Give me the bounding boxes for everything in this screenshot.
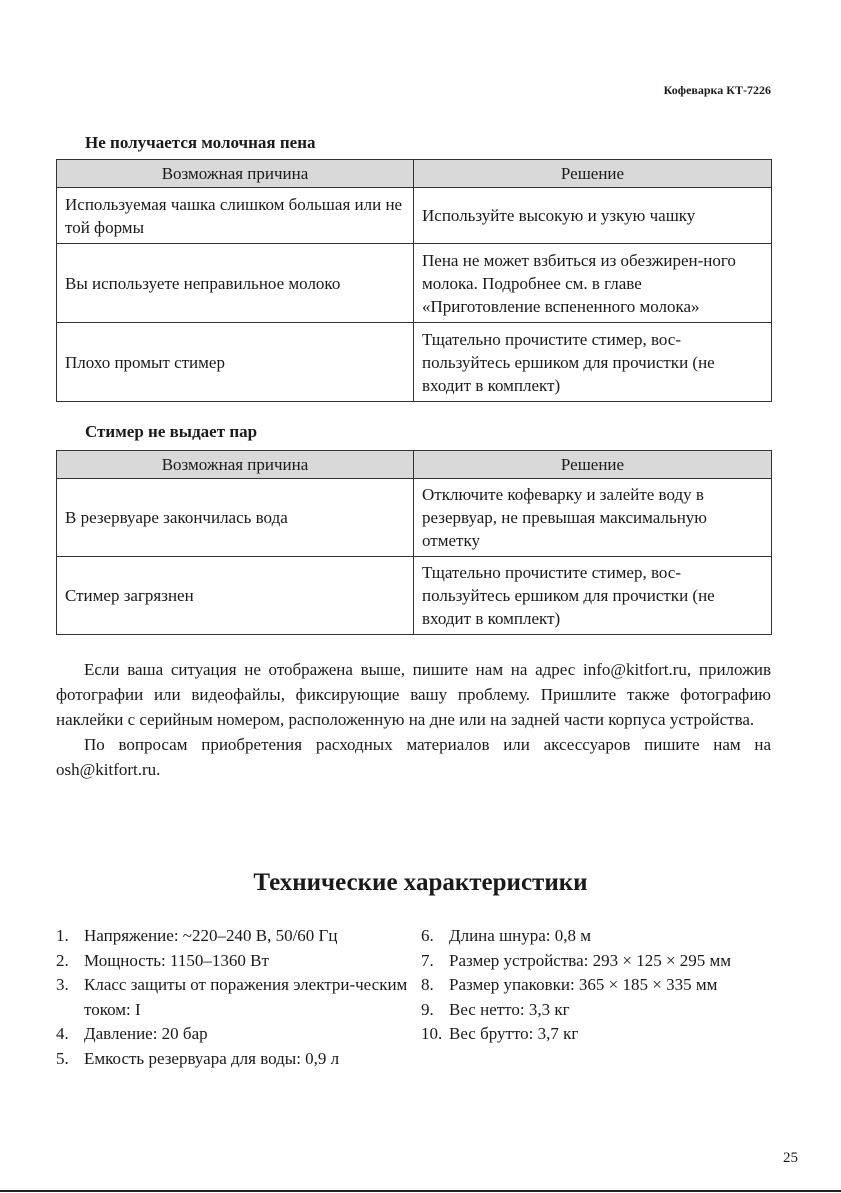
list-item xyxy=(421,973,776,998)
cause-cell: Плохо промыт стимер xyxy=(57,323,414,402)
list-item-text: Размер упаковки: 365 × 185 × 335 мм xyxy=(449,975,718,994)
list-item-text: Размер устройства: 293 × 125 × 295 мм xyxy=(449,950,732,970)
table-row xyxy=(57,479,772,557)
page-number: 25 xyxy=(783,1150,798,1166)
solution-cell: Используйте высокую и узкую чашку xyxy=(414,188,772,244)
list-item-text: Вес нетто: 3,3 кг xyxy=(449,999,570,1019)
list-item-number: 7. xyxy=(421,950,434,970)
list-item-text: Длина шнура: 0,8 м xyxy=(449,926,592,945)
list-item xyxy=(56,949,412,974)
list-item-number: 8. xyxy=(421,975,434,994)
list-item xyxy=(421,949,776,974)
specs-list-left xyxy=(56,924,412,1071)
section-title-milk-foam: Не получается молочная пена xyxy=(85,133,316,152)
contact-paragraph-support: Если ваша ситуация не отображена выше, пишите нам на адрес info@kitfort.ru, приложив фотографии или видеофайлы, фиксирующие вашу проблему. Пришлите также фотографию наклейки с серийным номером, расположенную на дне или на задней части корпуса устройства. xyxy=(56,660,771,729)
list-item xyxy=(421,1022,776,1047)
table-row xyxy=(57,323,772,402)
cause-cell: Вы используете неправильное молоко xyxy=(57,244,414,323)
list-item-number: 1. xyxy=(56,926,69,945)
troubleshooting-table-no-steam xyxy=(56,450,772,635)
list-item-text: Напряжение: ~220–240 В, 50/60 Гц xyxy=(84,926,338,945)
list-item xyxy=(421,998,776,1023)
solution-cell: Отключите кофеварку и залейте воду в резервуар, не превышая максимальную отметку xyxy=(414,479,772,557)
cause-cell: Используемая чашка слишком большая или не той формы xyxy=(57,188,414,244)
section-title-no-steam: Стимер не выдает пар xyxy=(85,422,258,441)
list-item-text: Класс защиты от поражения электри-ческим током: I xyxy=(84,975,408,1019)
bottom-divider xyxy=(0,1190,841,1192)
troubleshooting-table-milk-foam xyxy=(56,159,772,402)
cause-cell: Стимер загрязнен xyxy=(57,557,414,635)
table-header-row xyxy=(57,451,772,479)
cause-cell: В резервуаре закончилась вода xyxy=(57,479,414,557)
column-header-solution: Решение xyxy=(414,451,772,479)
list-item xyxy=(421,924,776,949)
list-item-number: 2. xyxy=(56,950,69,970)
list-item-number: 5. xyxy=(56,1048,69,1068)
column-header-cause: Возможная причина xyxy=(57,451,414,479)
column-header-cause: Возможная причина xyxy=(57,160,414,188)
solution-cell: Пена не может взбиться из обезжирен-ного молока. Подробнее см. в главе «Приготовление вспененного молока» xyxy=(414,244,772,323)
list-item-number: 6. xyxy=(421,926,434,945)
list-item-number: 10. xyxy=(421,1024,443,1043)
list-item-number: 9. xyxy=(421,999,434,1019)
column-header-solution: Решение xyxy=(414,160,772,188)
list-item-text: Давление: 20 бар xyxy=(84,1024,208,1043)
table-row xyxy=(57,188,772,244)
table-header-row xyxy=(57,160,772,188)
table-row xyxy=(57,244,772,323)
specs-list-right xyxy=(421,924,776,1047)
tech-specs-title: Технические характеристики xyxy=(253,869,588,896)
list-item xyxy=(56,1047,412,1072)
list-item-text: Мощность: 1150–1360 Вт xyxy=(84,950,269,970)
contact-paragraph-accessories: По вопросам приобретения расходных материалов или аксессуаров пишите нам на osh@kitfort.ru. xyxy=(56,735,771,779)
list-item-number: 3. xyxy=(56,975,69,994)
document-header-title: Кофеварка КТ-7226 xyxy=(663,83,771,97)
table-row xyxy=(57,557,772,635)
solution-cell: Тщательно прочистите стимер, вос-пользуйтесь ершиком для прочистки (не входит в комплект) xyxy=(414,557,772,635)
list-item-text: Вес брутто: 3,7 кг xyxy=(449,1024,579,1043)
contact-text xyxy=(56,657,771,782)
list-item-text: Емкость резервуара для воды: 0,9 л xyxy=(84,1048,340,1068)
solution-cell: Тщательно прочистите стимер, вос-пользуйтесь ершиком для прочистки (не входит в комплект) xyxy=(414,323,772,402)
list-item-number: 4. xyxy=(56,1024,69,1043)
list-item xyxy=(56,973,412,1022)
list-item xyxy=(56,1022,412,1047)
list-item xyxy=(56,924,412,949)
